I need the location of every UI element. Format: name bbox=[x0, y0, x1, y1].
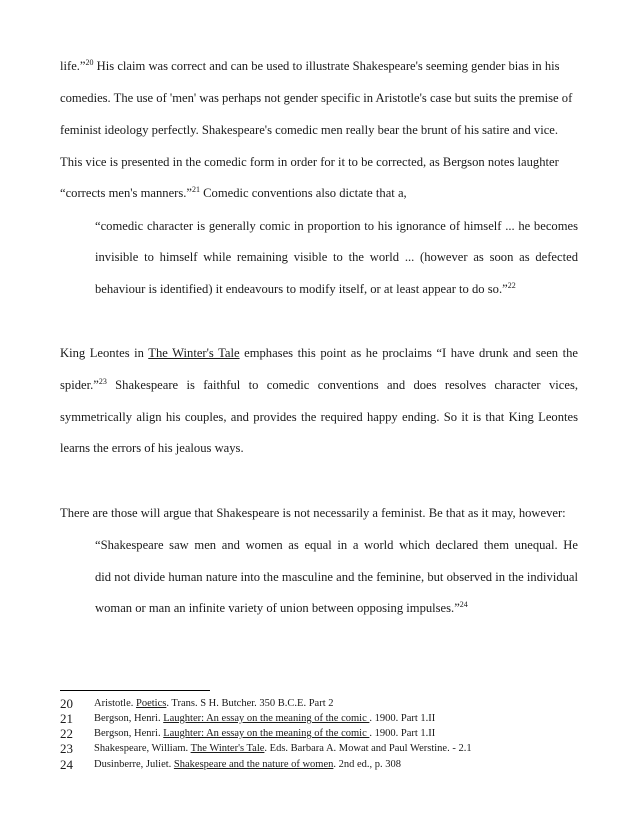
footnote-number: 23 bbox=[60, 741, 73, 756]
cited-title: Laughter: An essay on the meaning of the comic bbox=[163, 713, 370, 724]
body-line: “corrects men's manners.”$^{21}$ Comedic conventions also dictate that a, bbox=[60, 184, 407, 200]
body-line: learns the errors of his jealous ways. bbox=[60, 441, 244, 455]
body-line: comedies. The use of 'men' was perhaps not gender specific in Aristotle's case but suits the premise of bbox=[60, 91, 573, 105]
footnote: 23 Shakespeare, William. The Winter's Tale. Eds. Barbara A. Mowat and Paul Werstine. - 2.1 bbox=[60, 741, 472, 756]
body-line: feminist ideology perfectly. Shakespeare's comedic men really bear the brunt of his satire and vice. bbox=[60, 123, 559, 137]
footnote-ref: 21 bbox=[192, 184, 200, 194]
cited-title: Shakespeare and the nature of women bbox=[173, 759, 334, 770]
body-line: symmetrically align his couples, and provides the required happy ending. So it is that King Leontes bbox=[60, 410, 578, 424]
footnote-number: 20 bbox=[60, 696, 73, 711]
footnote: 22 Bergson, Henri. Laughter: An essay on the meaning of the comic . 1900. Part 1.II bbox=[60, 726, 436, 741]
block-quote-line: behaviour is identified) it endeavours to modify itself, or at least appear to do so.”$^{22}$ bbox=[95, 280, 516, 296]
body-line: King Leontes in The Winter's Tale emphases this point as he proclaims “I have drunk and seen the bbox=[60, 346, 579, 360]
play-title: The Winter's Tale bbox=[148, 346, 240, 360]
block-quote-line: “comedic character is generally comic in proportion to his ignorance of himself ... he becomes bbox=[95, 219, 578, 233]
footnote-ref: 22 bbox=[507, 280, 516, 290]
cited-title: Poetics bbox=[136, 698, 167, 709]
footnote-number: 22 bbox=[60, 726, 73, 741]
block-quote-line: did not divide human nature into the masculine and the feminine, but observed in the individual bbox=[95, 570, 578, 584]
footnote: 21 Bergson, Henri. Laughter: An essay on the meaning of the comic . 1900. Part 1.II bbox=[60, 711, 436, 726]
block-quote-line: “Shakespeare saw men and women as equal in a world which declared them unequal. He bbox=[95, 538, 578, 552]
footnote-ref: 20 bbox=[85, 57, 94, 67]
cited-title: Laughter: An essay on the meaning of the comic bbox=[163, 728, 370, 739]
footnote: 24 Dusinberre, Juliet. Shakespeare and the nature of women. 2nd ed., p. 308 bbox=[60, 757, 402, 772]
footnote-separator bbox=[60, 690, 210, 691]
cited-title: The Winter's Tale bbox=[190, 743, 265, 754]
footnote-ref: 24 bbox=[459, 599, 468, 609]
block-quote-line: invisible to himself while remaining visible to the world ... (however as soon as defected bbox=[95, 250, 578, 264]
footnote: 20 Aristotle. Poetics. Trans. S H. Butcher. 350 B.C.E. Part 2 bbox=[60, 696, 334, 711]
block-quote-line: woman or man an infinite variety of union between opposing impulses.”$^{24}$ bbox=[95, 599, 468, 615]
body-line: life.”$^{20}$ His claim was correct and can be used to illustrate Shakespeare's seeming gender bias in his bbox=[60, 57, 560, 73]
body-line: spider.”$^{23}$ Shakespeare is faithful to comedic conventions and does resolves character vices, bbox=[60, 376, 578, 392]
footnote-number: 24 bbox=[60, 757, 73, 772]
body-line: There are those will argue that Shakespeare is not necessarily a feminist. Be that as it may, however: bbox=[60, 506, 566, 520]
body-line: This vice is presented in the comedic form in order for it to be corrected, as Bergson notes laughter bbox=[60, 155, 559, 169]
footnote-ref: 23 bbox=[98, 376, 107, 386]
footnote-number: 21 bbox=[60, 711, 73, 726]
